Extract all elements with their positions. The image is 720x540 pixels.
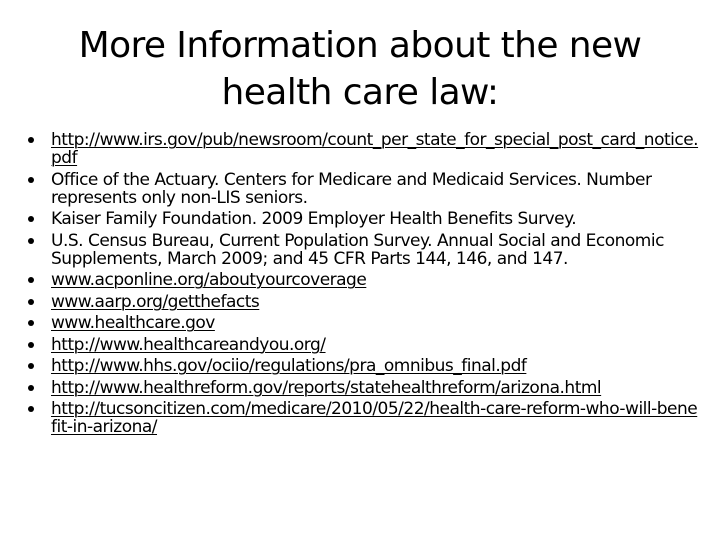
reference-item-aarp [26,293,702,311]
reference-item-healthcareandyou [26,336,702,354]
reference-item-healthreform [26,379,702,397]
reference-item-tucsoncitizen [26,400,702,436]
reference-item-hhs [26,357,702,375]
bullet-dot-icon [28,216,34,222]
title-line-2: health care law: [221,72,499,113]
bullet-dot-icon [28,238,34,244]
bullet-dot-icon [28,342,34,348]
healthcare-gov-link[interactable]: www.healthcare.gov [51,313,215,333]
hhs-link[interactable]: http://www.hhs.gov/ociio/regulations/pra_omnibus_final.pdf [51,356,527,376]
reference-item-acponline [26,271,702,289]
bullet-dot-icon [28,320,34,326]
kaiser-source-text: Kaiser Family Foundation. 2009 Employer Health Benefits Survey. [51,209,577,229]
healthcareandyou-link[interactable]: http://www.healthcareandyou.org/ [51,334,326,355]
bullet-dot-icon [28,177,34,183]
bullet-dot-icon [28,277,34,283]
census-source-text: U.S. Census Bureau, Current Population Survey. Annual Social and Economic Supplements, March 2009; and 45 CFR Parts 144, 146, and 147. [51,230,664,269]
bullet-dot-icon [28,299,34,305]
reference-item-census [26,232,702,268]
reference-item-healthcare-gov [26,314,702,332]
reference-item-irs-postcard [26,131,702,167]
acponline-link[interactable]: www.acponline.org/aboutyourcoverage [51,270,367,290]
bullet-dot-icon [28,385,34,391]
reference-list [26,131,702,440]
healthreform-link[interactable]: http://www.healthreform.gov/reports/statehealthreform/arizona.html [51,377,602,398]
bullet-dot-icon [28,137,34,143]
reference-item-actuary [26,171,702,207]
aarp-link[interactable]: www.aarp.org/getthefacts [51,291,260,312]
slide-title [0,22,720,116]
title-line-1: More Information about the new [78,25,642,66]
reference-item-kaiser [26,210,702,228]
actuary-source-text: Office of the Actuary. Centers for Medicare and Medicaid Services. Number represents only non-LIS seniors. [51,169,652,208]
tucsoncitizen-link[interactable]: http://tucsoncitizen.com/medicare/2010/05/22/health-care-reform-who-will-benefit-in-arizona/ [51,399,698,437]
irs-postcard-link[interactable]: http://www.irs.gov/pub/newsroom/count_per_state_for_special_post_card_notice.pdf [51,130,699,168]
bullet-dot-icon [28,406,34,412]
bullet-dot-icon [28,363,34,369]
